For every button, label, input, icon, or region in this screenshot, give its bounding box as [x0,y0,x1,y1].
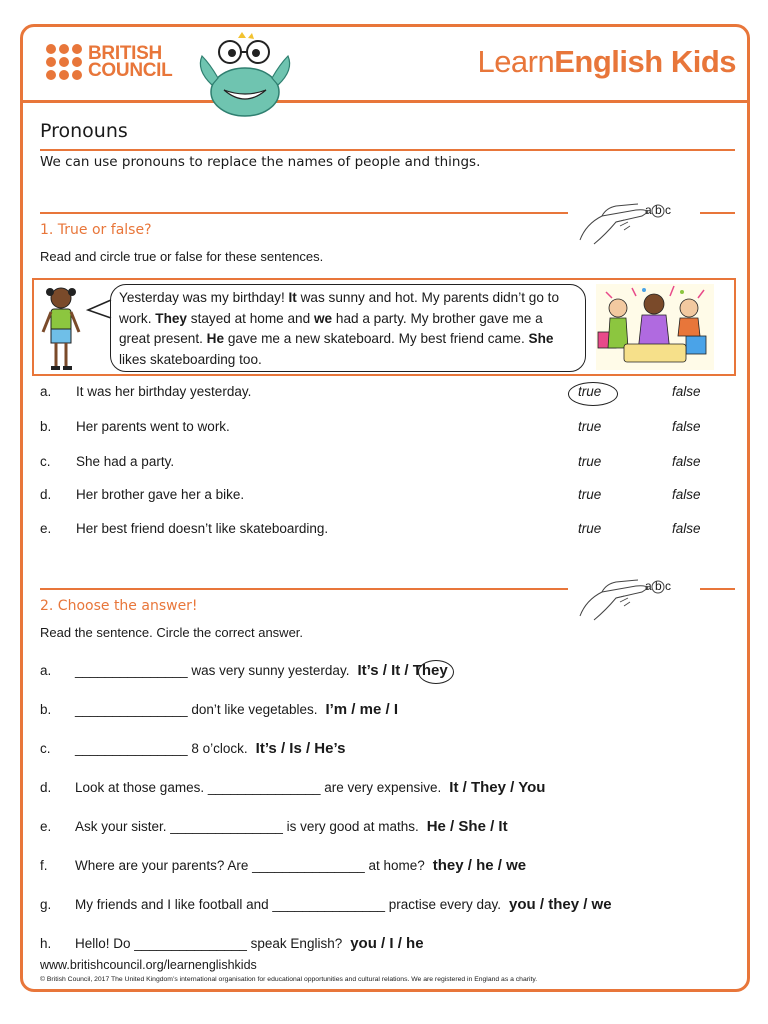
sentence-before: Look at those games. [75,780,208,795]
item-letter: d. [40,487,52,502]
item-letter: f. [40,858,48,873]
choose-answer-item [40,701,740,725]
item-letter: e. [40,819,52,834]
sentence-before: Ask your sister. [75,819,171,834]
answer-options[interactable]: you / they / we [509,896,612,913]
sentence-before: Hello! Do [75,936,135,951]
false-option[interactable]: false [672,384,701,399]
answer-options[interactable]: they / he / we [432,857,527,874]
choose-answer-item [40,779,740,803]
sentence-after: practise every day. [384,897,502,912]
lek-learn: Learn [477,44,555,79]
lek-kids: Kids [662,44,736,79]
answer-options[interactable]: It’s / It / They [357,662,448,679]
sentence-after: don’t like vegetables. [187,702,318,717]
answer-options[interactable]: you / I / he [350,935,424,952]
false-option[interactable]: false [672,521,701,536]
sentence-after: was very sunny yesterday. [187,663,350,678]
party-illustration-icon [594,282,716,372]
writing-hand-icon [576,200,696,246]
item-letter: c. [40,741,51,756]
sentence-after: 8 o’clock. [187,741,248,756]
section1-instruction: Read and circle true or false for these sentences. [40,249,324,264]
sentence-after: speak English? [246,936,343,951]
answer-blank[interactable]: _______________ [75,741,188,756]
story-text-segment: Yesterday was my birthday! [119,290,289,305]
answer-blank[interactable]: _______________ [170,819,283,834]
item-statement: Her parents went to work. [76,419,230,434]
story-speech-bubble [110,284,586,372]
section2-heading: 2. Choose the answer! [40,598,198,614]
item-letter: h. [40,936,52,951]
true-false-item [40,419,720,439]
true-option[interactable]: true [578,419,602,434]
british-council-logo [46,44,172,80]
section1-rule-left [40,212,568,214]
choose-answer-item [40,857,740,881]
answer-blank[interactable]: _______________ [75,663,188,678]
sentence-after: are very expensive. [320,780,442,795]
page-title: Pronouns [40,120,128,142]
bc-logo-line2: COUNCIL [88,60,173,81]
sentence-before: Where are your parents? Are [75,858,253,873]
answer-circle-true [568,382,618,406]
story-text-segment: had a party. My brother gave me a great present. [119,310,543,346]
section2-rule-right [700,588,735,590]
bc-dots-icon [46,44,82,80]
story-pronoun: It [288,290,297,305]
item-letter: b. [40,419,52,434]
writing-hand-icon [576,576,696,622]
item-statement: Her best friend doesn’t like skateboarding. [76,521,329,536]
choose-answer-item [40,935,740,959]
true-option[interactable]: true [578,454,602,469]
monster-mascot-icon [190,30,300,120]
true-false-item [40,521,720,541]
answer-options[interactable]: I’m / me / I [325,701,398,718]
story-pronoun: She [528,331,554,346]
sentence-after: is very good at maths. [282,819,419,834]
abc-label: a b c [645,203,672,217]
story-pronoun: He [206,331,225,346]
answer-options[interactable]: He / She / It [426,818,508,835]
true-false-item [40,384,720,404]
answer-options[interactable]: It / They / You [449,779,546,796]
false-option[interactable]: false [672,454,701,469]
footer-url[interactable]: www.britishcouncil.org/learnenglishkids [40,958,257,972]
story-pronoun: we [313,310,333,326]
answer-blank[interactable]: _______________ [75,702,188,717]
learnenglish-kids-logo [477,44,736,80]
section1-heading: 1. True or false? [40,222,152,238]
title-rule [40,149,735,151]
item-letter: c. [40,454,51,469]
story-text-segment: stayed at home and [187,310,314,326]
answer-blank[interactable]: _______________ [272,897,385,912]
item-letter: a. [40,663,52,678]
false-option[interactable]: false [672,419,701,434]
item-statement: It was her birthday yesterday. [76,384,252,399]
answer-blank[interactable]: _______________ [252,858,365,873]
story-text-segment: was sunny and hot. My parents didn’t go to work. [119,290,560,326]
item-statement: Her brother gave her a bike. [76,487,245,502]
item-letter: b. [40,702,52,717]
story-pronoun: They [155,310,187,326]
intro-text: We can use pronouns to replace the names of people and things. [40,154,481,170]
true-option[interactable]: true [578,384,602,399]
header-rule [20,100,750,103]
item-letter: d. [40,780,52,795]
answer-blank[interactable]: _______________ [134,936,247,951]
section1-rule-right [700,212,735,214]
true-false-item [40,487,720,507]
choose-answer-item [40,818,740,842]
girl-illustration-icon [38,284,84,374]
sentence-after: at home? [364,858,425,873]
choose-answer-item [40,740,740,764]
footer-copyright: © British Council, 2017 The United Kingdom’s international organisation for educational opportunities and cultural relations. We are registered in England as a charity. [40,976,538,983]
answer-blank[interactable]: _______________ [207,780,321,795]
true-false-item [40,454,720,474]
item-statement: She had a party. [76,454,175,469]
section2-instruction: Read the sentence. Circle the correct answer. [40,625,304,640]
section2-rule-left [40,588,568,590]
answer-options[interactable]: It’s / Is / He’s [255,740,346,757]
bubble-tail-icon [86,298,112,322]
item-letter: g. [40,897,52,912]
item-letter: e. [40,521,52,536]
false-option[interactable]: false [672,487,701,502]
choose-answer-item [40,896,740,920]
item-letter: a. [40,384,52,399]
story-text-segment: likes skateboarding too. [119,351,262,367]
abc-label: a b c [645,579,672,593]
answer-circle-it [418,660,454,684]
lek-english: English [554,44,663,79]
story-text-segment: gave me a new skateboard. My best friend came. [224,331,529,346]
bc-logo-line1: BRITISH [88,43,162,64]
true-option[interactable]: true [578,487,602,502]
sentence-before: My friends and I like football and [75,897,273,912]
true-option[interactable]: true [578,521,602,536]
choose-answer-item [40,662,740,686]
